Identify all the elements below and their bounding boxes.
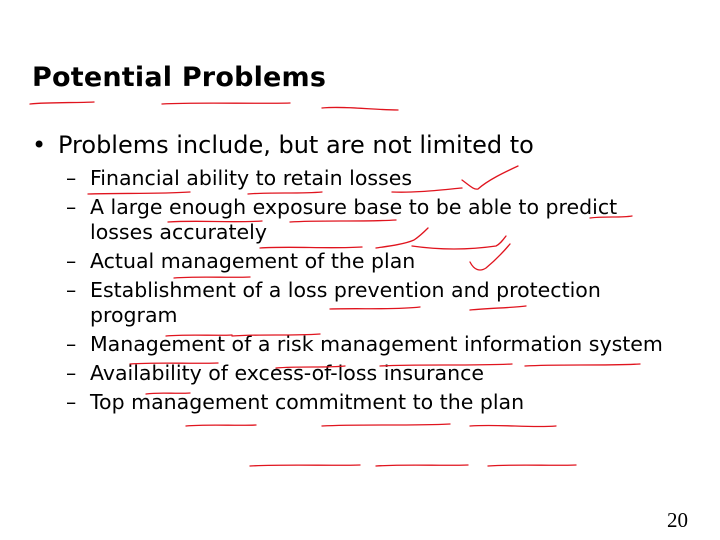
sub-bullet-item [66,278,676,328]
ink-underline [250,465,360,466]
dash-marker: – [66,390,77,414]
dash-marker: – [66,332,77,356]
sub-bullet-text: Establishment of a loss prevention and protection program [90,278,601,327]
sub-bullet-text: Management of a risk management information system [90,332,663,356]
dash-marker: – [66,195,77,219]
ink-underline [186,425,256,426]
ink-underline [376,465,468,466]
dash-marker: – [66,361,77,385]
page-number: 20 [667,508,688,532]
main-bullet-text: Problems include, but are not limited to [58,131,534,159]
sub-bullet-list [66,166,676,419]
dash-marker: – [66,166,77,190]
ink-underline [322,424,450,426]
sub-bullet-text: Actual management of the plan [90,249,416,273]
sub-bullet-item [66,390,676,415]
sub-bullet-item [66,195,676,245]
ink-underline [162,103,290,104]
sub-bullet-text: A large enough exposure base to be able to predict losses accurately [90,195,618,244]
sub-bullet-text: Financial ability to retain losses [90,166,413,190]
bullet-marker: • [32,131,47,159]
sub-bullet-item [66,249,676,274]
sub-bullet-text: Top management commitment to the plan [90,390,525,414]
slide-title: Potential Problems [32,62,327,93]
sub-bullet-item [66,166,676,191]
sub-bullet-item [66,332,676,357]
ink-underline [30,102,94,104]
main-bullet [32,128,534,162]
dash-marker: – [66,278,77,302]
ink-underline [322,107,398,110]
ink-underline [470,425,556,426]
dash-marker: – [66,249,77,273]
sub-bullet-text: Availability of excess-of-loss insurance [90,361,484,385]
ink-underline [488,465,576,466]
sub-bullet-item [66,361,676,386]
